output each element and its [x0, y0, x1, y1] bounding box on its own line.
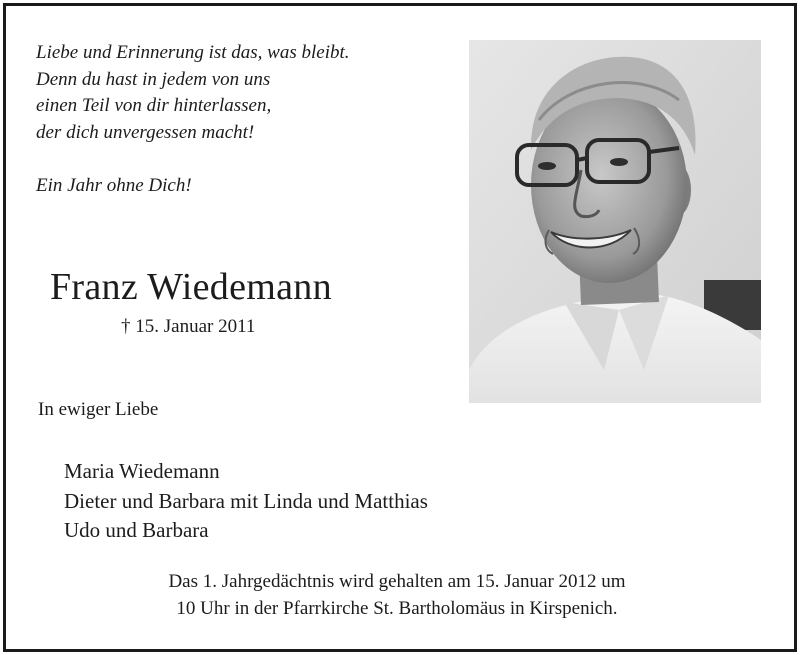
intro-text: In ewiger Liebe — [38, 399, 159, 420]
deceased-name: Franz Wiedemann — [50, 266, 332, 308]
mourner-name: Udo und Barbara — [64, 518, 209, 542]
mourner-list — [64, 457, 428, 546]
poem-line: Denn du hast in jedem von uns — [36, 68, 271, 90]
poem-line: einen Teil von dir hinterlassen, — [36, 95, 272, 116]
portrait-illustration — [469, 40, 761, 403]
poem — [36, 40, 350, 199]
portrait-photo — [469, 40, 761, 403]
memorial-line: 10 Uhr in der Pfarrkirche St. Bartholomäus in Kirspenich. — [176, 598, 618, 619]
mourner-name: Dieter und Barbara mit Linda und Matthias — [64, 488, 428, 513]
memorial-line: Das 1. Jahrgedächtnis wird gehalten am 15. Januar 2012 um — [168, 571, 626, 592]
mourner-name: Maria Wiedemann — [64, 459, 220, 483]
poem-line: der dich unvergessen macht! — [36, 121, 255, 143]
poem-closing: Ein Jahr ohne Dich! — [36, 174, 192, 196]
poem-line: Liebe und Erinnerung ist das, was bleibt. — [36, 42, 350, 63]
death-date: † 15. Januar 2011 — [121, 316, 256, 337]
memorial-announcement — [0, 568, 794, 622]
poem-spacer — [36, 146, 350, 173]
